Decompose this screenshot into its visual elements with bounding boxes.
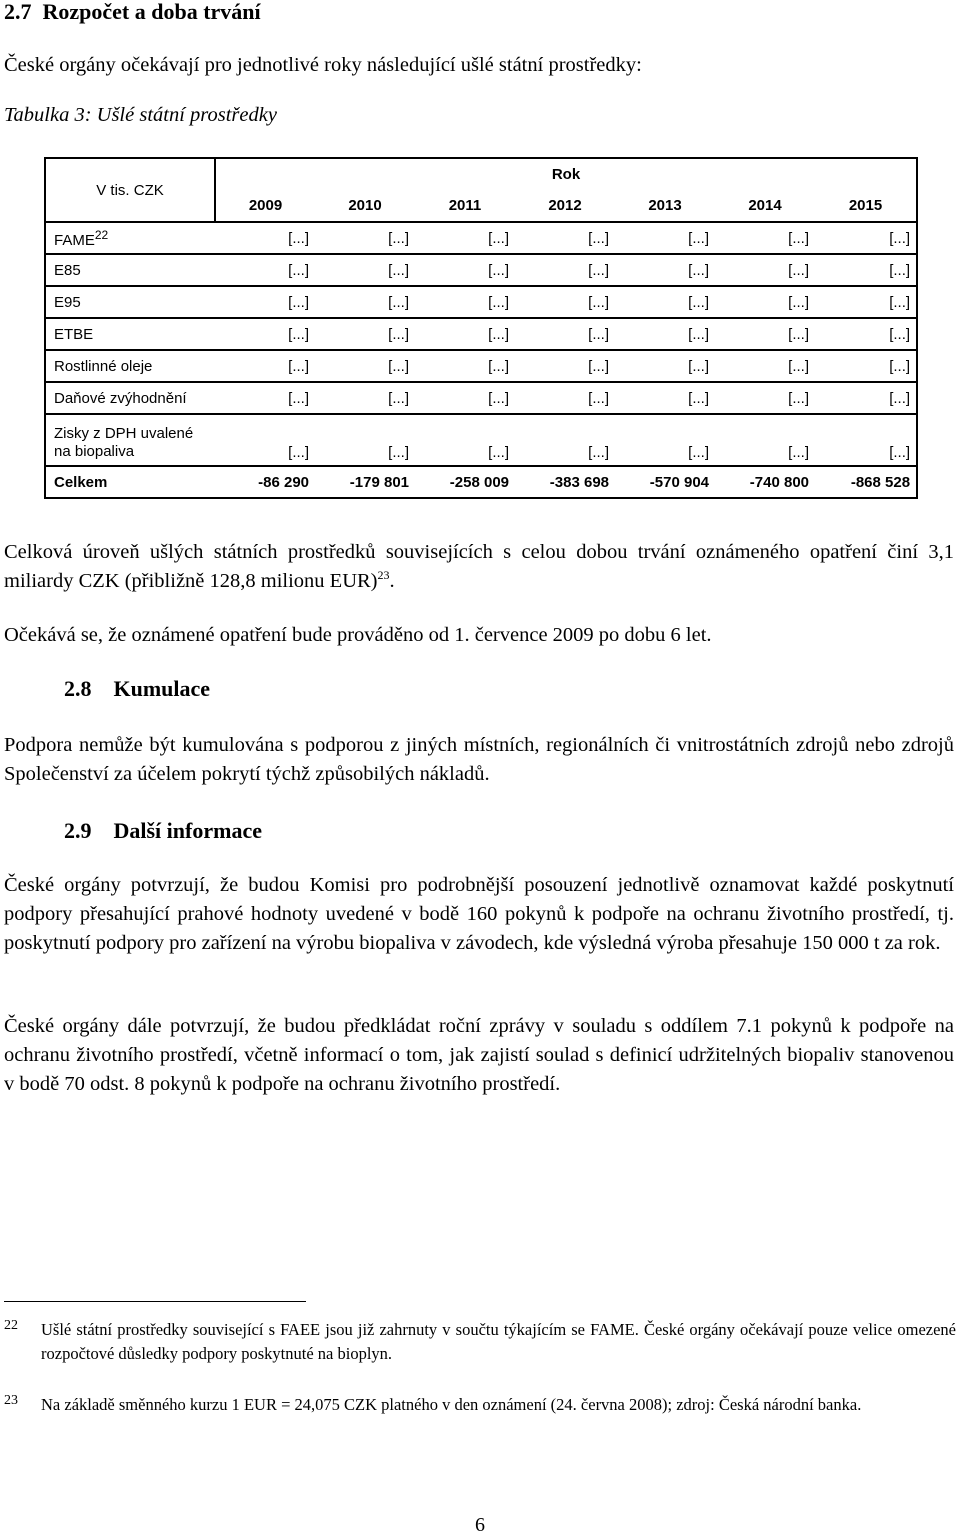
section-number: 2.8 bbox=[64, 676, 92, 701]
group-header-cell bbox=[215, 158, 917, 191]
table-cell: [...] bbox=[415, 350, 515, 382]
table-cell: [...] bbox=[715, 254, 815, 286]
footnote-number: 23 bbox=[4, 1393, 18, 1408]
table-cell: [...] bbox=[715, 318, 815, 350]
section-title: Rozpočet a doba trvání bbox=[42, 0, 261, 24]
table-cell: [...] bbox=[815, 414, 917, 466]
total-cell: -383 698 bbox=[515, 466, 615, 498]
table-row bbox=[45, 254, 917, 286]
table-cell: [...] bbox=[815, 286, 917, 318]
total-paragraph bbox=[4, 538, 954, 596]
table-cell: [...] bbox=[415, 382, 515, 414]
table-cell: [...] bbox=[215, 254, 315, 286]
total-paragraph-text: Celková úroveň ušlých státních prostředků souvisejících s celou dobou trvání oznámeného opatření činí 3,1 miliardy CZK (přibližně 128,8 milionu EUR) bbox=[4, 541, 954, 592]
table-cell: [...] bbox=[815, 350, 917, 382]
table-cell: [...] bbox=[615, 254, 715, 286]
table-cell: [...] bbox=[215, 222, 315, 254]
section-title: Další informace bbox=[113, 818, 262, 843]
table-row bbox=[45, 318, 917, 350]
row-label: Rostlinné oleje bbox=[45, 350, 215, 382]
row-label: Daňové zvýhodnění bbox=[45, 382, 215, 414]
table-cell: [...] bbox=[615, 222, 715, 254]
table-cell: [...] bbox=[515, 350, 615, 382]
unit-label-cell bbox=[45, 158, 215, 222]
footnote-22 bbox=[4, 1318, 956, 1366]
table-cell: [...] bbox=[415, 286, 515, 318]
table-cell: [...] bbox=[615, 382, 715, 414]
section-number: 2.9 bbox=[64, 818, 92, 843]
total-row bbox=[45, 466, 917, 498]
table-cell: [...] bbox=[515, 254, 615, 286]
footnote-ref: 23 bbox=[377, 568, 390, 583]
cumulation-paragraph: Podpora nemůže být kumulována s podporou z jiných místních, regionálních či vnitrostátních zdrojů nebo zdrojů Společenství za účelem pokrytí týchž způsobilých nákladů. bbox=[4, 734, 954, 785]
table-row bbox=[45, 222, 917, 254]
table-cell: [...] bbox=[515, 286, 615, 318]
table-cell: [...] bbox=[215, 350, 315, 382]
table-cell: [...] bbox=[815, 318, 917, 350]
table-cell: [...] bbox=[788, 444, 809, 461]
table-cell: [...] bbox=[415, 318, 515, 350]
table-cell: [...] bbox=[388, 444, 409, 461]
total-cell: -86 290 bbox=[215, 466, 315, 498]
table-cell: [...] bbox=[588, 444, 609, 461]
info-paragraph-2: České orgány dále potvrzují, že budou předkládat roční zprávy v souladu s oddílem 7.1 pokynů k podpoře na ochranu životního prostředí, včetně informací o tom, jak zajistí soulad s definicí udržitelných biopaliv stanovenou v bodě 70 odst. 8 pokynů k podpoře na ochranu životního prostředí. bbox=[4, 1015, 954, 1095]
table-row bbox=[45, 286, 917, 318]
table-cell: [...] bbox=[288, 444, 309, 461]
row-label-line: Zisky z DPH uvalené bbox=[54, 425, 194, 442]
table-cell: [...] bbox=[715, 286, 815, 318]
start-paragraph: Očekává se, že oznámené opatření bude prováděno od 1. července 2009 po dobu 6 let. bbox=[4, 624, 712, 646]
total-cell: -570 904 bbox=[615, 466, 715, 498]
table-cell: [...] bbox=[315, 350, 415, 382]
footnote-text: Na základě směnného kurzu 1 EUR = 24,075 CZK platného v den oznámení (24. června 2008); zdroj: Česká národní banka. bbox=[41, 1395, 862, 1414]
row-label-cell bbox=[45, 414, 215, 466]
year-header: 2015 bbox=[815, 191, 917, 223]
table-cell: [...] bbox=[215, 318, 315, 350]
table-cell: [...] bbox=[715, 350, 815, 382]
table-cell: [...] bbox=[315, 254, 415, 286]
section-number: 2.7 bbox=[4, 0, 32, 24]
table-cell: [...] bbox=[688, 444, 709, 461]
table-cell: [...] bbox=[715, 382, 815, 414]
paragraph-end: . bbox=[389, 570, 395, 592]
table-cell: [...] bbox=[815, 254, 917, 286]
table-cell: [...] bbox=[315, 222, 415, 254]
section-title: Kumulace bbox=[113, 676, 211, 701]
year-header: 2014 bbox=[715, 191, 815, 223]
table-cell: [...] bbox=[515, 222, 615, 254]
table-cell: [...] bbox=[615, 286, 715, 318]
table-cell: [...] bbox=[315, 318, 415, 350]
table-row bbox=[45, 382, 917, 414]
table-cell: [...] bbox=[715, 222, 815, 254]
budget-table bbox=[44, 157, 918, 499]
footnote-separator bbox=[4, 1301, 306, 1302]
row-label: ETBE bbox=[45, 318, 215, 350]
footnote-ref: 22 bbox=[94, 227, 109, 242]
total-cell: -740 800 bbox=[715, 466, 815, 498]
table-caption: Tabulka 3: Ušlé státní prostředky bbox=[4, 104, 277, 126]
total-cell: -258 009 bbox=[415, 466, 515, 498]
info-paragraph-1: České orgány potvrzují, že budou Komisi pro podrobnější posouzení jednotlivě oznamovat každé poskytnutí podpory přesahující prahové hodnoty uvedené v bodě 160 pokynů k podpoře na ochranu životního prostředí, tj. poskytnutí podpory pro zařízení na výrobu biopaliva v závodech, kde výsledná výroba přesahuje 150 000 t za rok. bbox=[4, 874, 954, 954]
table-cell: [...] bbox=[215, 382, 315, 414]
unit-label: V tis. CZK bbox=[96, 181, 164, 199]
table-cell: [...] bbox=[615, 318, 715, 350]
year-header: 2010 bbox=[315, 191, 415, 223]
table-cell: [...] bbox=[515, 318, 615, 350]
row-label-line: na biopaliva bbox=[54, 443, 135, 460]
table-cell: [...] bbox=[615, 350, 715, 382]
total-cell: -179 801 bbox=[315, 466, 415, 498]
footnote-23 bbox=[4, 1393, 956, 1417]
table-cell: [...] bbox=[215, 286, 315, 318]
total-cell: -868 528 bbox=[815, 466, 917, 498]
row-label: E95 bbox=[45, 286, 215, 318]
section-heading-2-9 bbox=[64, 818, 664, 844]
table-cell: [...] bbox=[515, 382, 615, 414]
intro-paragraph: České orgány očekávají pro jednotlivé roky následující ušlé státní prostředky: bbox=[4, 54, 642, 76]
table-cell: [...] bbox=[315, 382, 415, 414]
group-header: Rok bbox=[551, 166, 581, 184]
row-label: E85 bbox=[45, 254, 215, 286]
table-cell: [...] bbox=[415, 222, 515, 254]
year-header: 2011 bbox=[415, 191, 515, 223]
table-row bbox=[45, 350, 917, 382]
total-label: Celkem bbox=[45, 466, 215, 498]
section-heading-2-7 bbox=[4, 0, 904, 25]
year-header: 2013 bbox=[615, 191, 715, 223]
table-cell: [...] bbox=[815, 382, 917, 414]
table-cell: [...] bbox=[315, 286, 415, 318]
table-cell: [...] bbox=[415, 254, 515, 286]
table-cell: [...] bbox=[815, 222, 917, 254]
row-label: FAME bbox=[54, 231, 95, 249]
table-cell: [...] bbox=[488, 444, 509, 461]
year-header: 2009 bbox=[215, 191, 315, 223]
footnote-number: 22 bbox=[4, 1318, 18, 1333]
section-heading-2-8 bbox=[64, 676, 664, 702]
row-label-cell bbox=[45, 222, 215, 254]
page-number: 6 bbox=[475, 1514, 485, 1536]
footnote-text: Ušlé státní prostředky související s FAEE jsou již zahrnuty v součtu týkajícím se FAME. České orgány očekávají pouze velice omezené rozpočtové důsledky podpory poskytnuté na bioplyn. bbox=[41, 1320, 956, 1363]
table-row bbox=[45, 414, 917, 466]
year-header: 2012 bbox=[515, 191, 615, 223]
